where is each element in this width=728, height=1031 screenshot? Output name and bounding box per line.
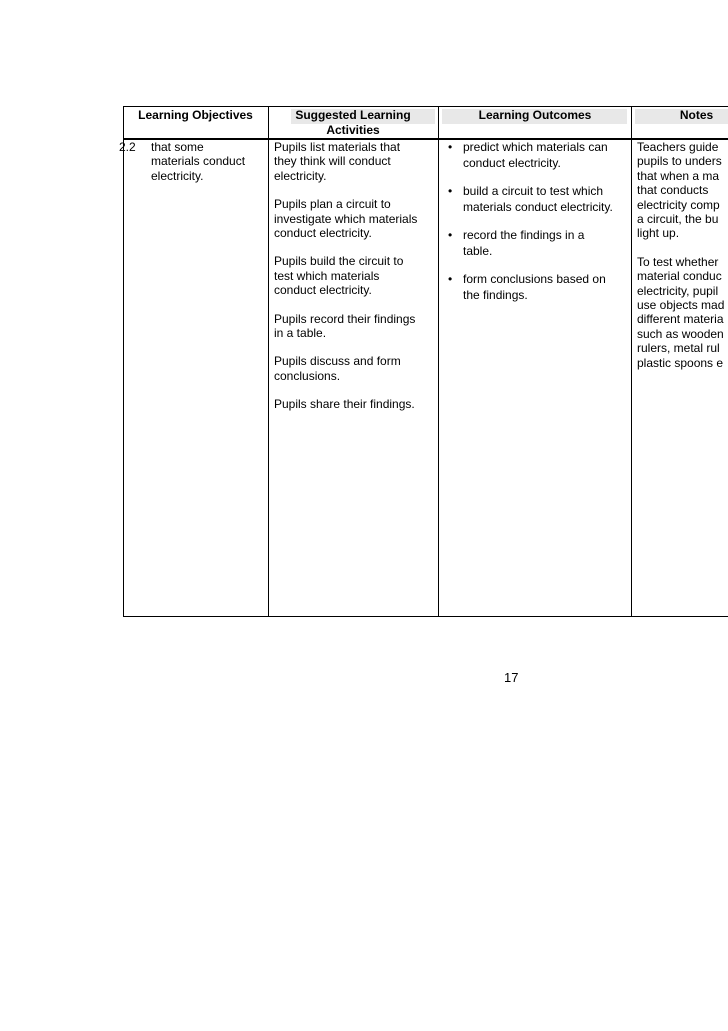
activity-line: conduct electricity. xyxy=(274,283,372,298)
objective-line: materials conduct xyxy=(151,154,246,169)
activity-line: test which materials xyxy=(274,268,380,283)
outcome-item xyxy=(441,184,631,215)
page-number: 17 xyxy=(504,670,519,685)
outcome-line: the findings. xyxy=(463,287,528,302)
header-learning-outcomes: Learning Outcomes xyxy=(478,108,592,122)
outcome-item xyxy=(441,228,631,259)
activity-line: Pupils record their findings xyxy=(274,311,416,326)
activity-item xyxy=(274,397,436,411)
col-border-2 xyxy=(438,106,439,617)
outcome-line: conduct electricity. xyxy=(463,155,561,170)
activity-line: conclusions. xyxy=(274,368,341,383)
notes-line: Teachers guide xyxy=(637,140,719,154)
table-bottom-border xyxy=(123,616,728,617)
bullet-icon: • xyxy=(448,184,453,198)
notes-line: electricity comp xyxy=(637,197,720,212)
outcome-line: materials conduct electricity. xyxy=(463,199,613,214)
notes-line: material conduc xyxy=(637,269,722,284)
bullet-icon: • xyxy=(448,140,453,154)
activity-line: they think will conduct xyxy=(274,154,391,169)
notes-line: such as wooden xyxy=(637,326,724,341)
activities-cell xyxy=(274,140,436,412)
activity-line: electricity. xyxy=(274,168,327,183)
header-suggested-activities: Suggested Learning Activities xyxy=(295,108,411,137)
outcome-line: table. xyxy=(463,243,493,258)
bullet-icon: • xyxy=(448,228,453,242)
notes-line: light up. xyxy=(637,226,680,241)
curriculum-table xyxy=(119,106,728,617)
activity-item xyxy=(274,312,436,341)
notes-line: a circuit, the bu xyxy=(637,212,719,227)
objective-text xyxy=(151,140,271,183)
notes-paragraph xyxy=(637,140,728,241)
objective-line: electricity. xyxy=(151,168,204,183)
notes-line: use objects mad xyxy=(637,298,725,313)
activity-line: Pupils list materials that xyxy=(274,140,401,154)
outcome-line: predict which materials can xyxy=(463,140,608,154)
objective-line: that some xyxy=(151,140,204,154)
activity-line: Pupils build the circuit to xyxy=(274,254,404,269)
activity-item xyxy=(274,354,436,383)
notes-line: pupils to unders xyxy=(637,154,722,169)
outcome-line: record the findings in a xyxy=(463,228,585,242)
notes-paragraph xyxy=(637,255,728,370)
activity-item xyxy=(274,140,436,183)
activity-line: in a table. xyxy=(274,326,327,341)
header-notes: Notes xyxy=(679,108,714,122)
activity-item xyxy=(274,254,436,297)
notes-line: plastic spoons e xyxy=(637,355,724,370)
objective-number: 2.2 xyxy=(119,140,136,154)
activity-line: Pupils plan a circuit to xyxy=(274,197,391,212)
activity-line: investigate which materials xyxy=(274,211,418,226)
notes-line: that conducts xyxy=(637,183,709,198)
bullet-icon: • xyxy=(448,272,453,286)
col-border-left xyxy=(123,106,124,617)
notes-line: electricity, pupil xyxy=(637,283,719,298)
header-learning-objectives: Learning Objectives xyxy=(138,108,253,122)
notes-line: different materia xyxy=(637,312,724,327)
activity-line: Pupils discuss and form xyxy=(274,354,401,369)
outcome-item xyxy=(441,272,631,303)
notes-line: To test whether xyxy=(637,254,719,269)
col-border-3 xyxy=(631,106,632,617)
activity-line: conduct electricity. xyxy=(274,226,372,241)
activity-line: Pupils share their findings. xyxy=(274,397,415,412)
outcome-line: form conclusions based on xyxy=(463,272,606,286)
notes-line: that when a ma xyxy=(637,168,720,183)
outcomes-cell xyxy=(441,140,631,303)
outcome-line: build a circuit to test which xyxy=(463,184,604,198)
activity-item xyxy=(274,197,436,240)
notes-cell xyxy=(637,140,728,370)
outcome-item xyxy=(441,140,631,171)
notes-line: rulers, metal rul xyxy=(637,341,720,356)
